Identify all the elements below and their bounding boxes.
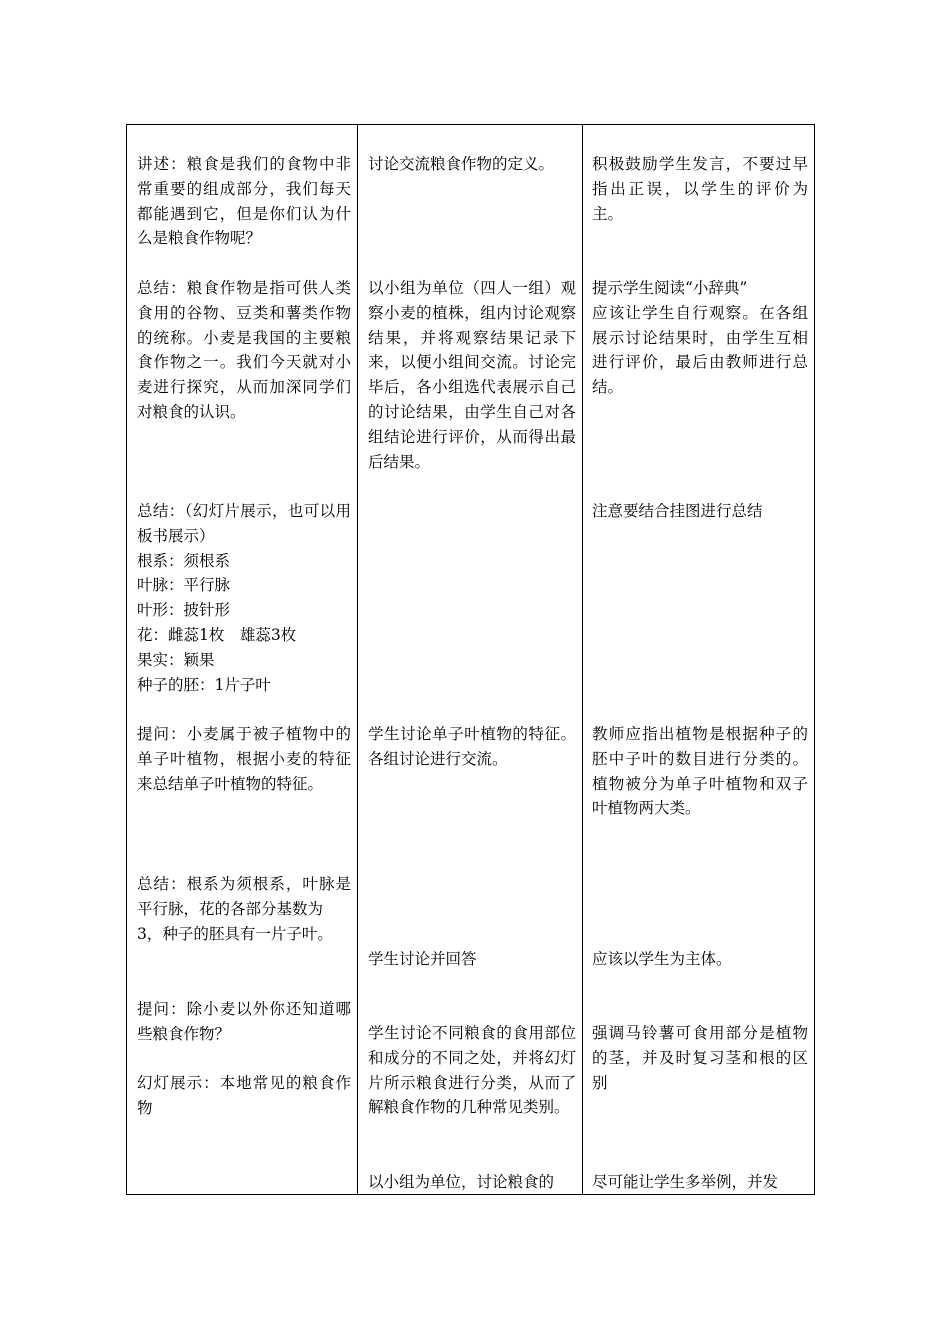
teacher-activity-column (127, 125, 358, 1194)
text-block: 讨论交流粮食作物的定义。 (368, 155, 555, 173)
text-block: 提示学生阅读“小辞典” 应该让学生自行观察。在各组展示讨论结果时，由学生互相进行评价，最后由教师进行总结。 (592, 279, 808, 397)
text-block: 总结：粮食作物是指可供人类食用的谷物、豆类和薯类作物的统称。小麦是我国的主要粮食作物之一。我们今天就对小麦进行探究，从而加深同学们对粮食的认识。 (137, 279, 351, 421)
text-block: 积极鼓励学生发言，不要过早指出正误，以学生的评价为主。 (592, 155, 808, 223)
text-block: 尽可能让学生多举例，并发 (592, 1173, 779, 1191)
text-block: 讲述：粮食是我们的食物中非常重要的组成部分，我们每天都能遇到它，但是你们认为什么是粮食作物呢？ (137, 155, 351, 248)
student-activity-column (358, 125, 583, 1194)
text-block: 提问：小麦属于被子植物中的单子叶植物，根据小麦的特征来总结单子叶植物的特征。 (137, 725, 351, 793)
teaching-notes-column (583, 125, 814, 1194)
text-block: 教师应指出植物是根据种子的胚中子叶的数目进行分类的。植物被分为单子叶植物和双子叶植物两大类。 (592, 725, 808, 818)
text-block: 以小组为单位，讨论粮食的 (368, 1173, 555, 1191)
text-block: 应该以学生为主体。 (592, 950, 732, 968)
text-block: 幻灯展示：本地常见的粮食作物 (137, 1074, 351, 1117)
text-block: 学生讨论并回答 (368, 950, 477, 968)
lesson-plan-table (126, 124, 815, 1195)
text-block: 以小组为单位（四人一组）观察小麦的植株，组内讨论观察结果，并将观察结果记录下来，以便小组间交流。讨论完毕后，各小组选代表展示自己的讨论结果，由学生自己对各组结论进行评价，从而得出最后结果。 (368, 279, 576, 471)
text-block: 总结：根系为须根系，叶脉是平行脉，花的各部分基数为 3，种子的胚具有一片子叶。 (137, 875, 351, 943)
text-block: 学生讨论不同粮食的食用部位和成分的不同之处，并将幻灯片所示粮食进行分类，从而了解粮食作物的几种常见类别。 (368, 1024, 576, 1117)
text-block: 提问：除小麦以外你还知道哪些粮食作物？ (137, 1000, 351, 1043)
text-block: 学生讨论单子叶植物的特征。各组讨论进行交流。 (368, 725, 576, 768)
text-block: 强调马铃薯可食用部分是植物的茎，并及时复习茎和根的区别 (592, 1024, 808, 1092)
text-block: 注意要结合挂图进行总结 (592, 502, 763, 520)
text-block: 总结：（幻灯片展示，也可以用板书展示） 根系：须根系 叶脉：平行脉 叶形：披针形 花：雌蕊1枚 雄蕊3枚 果实：颖果 种子的胚：1片子叶 (137, 502, 351, 694)
